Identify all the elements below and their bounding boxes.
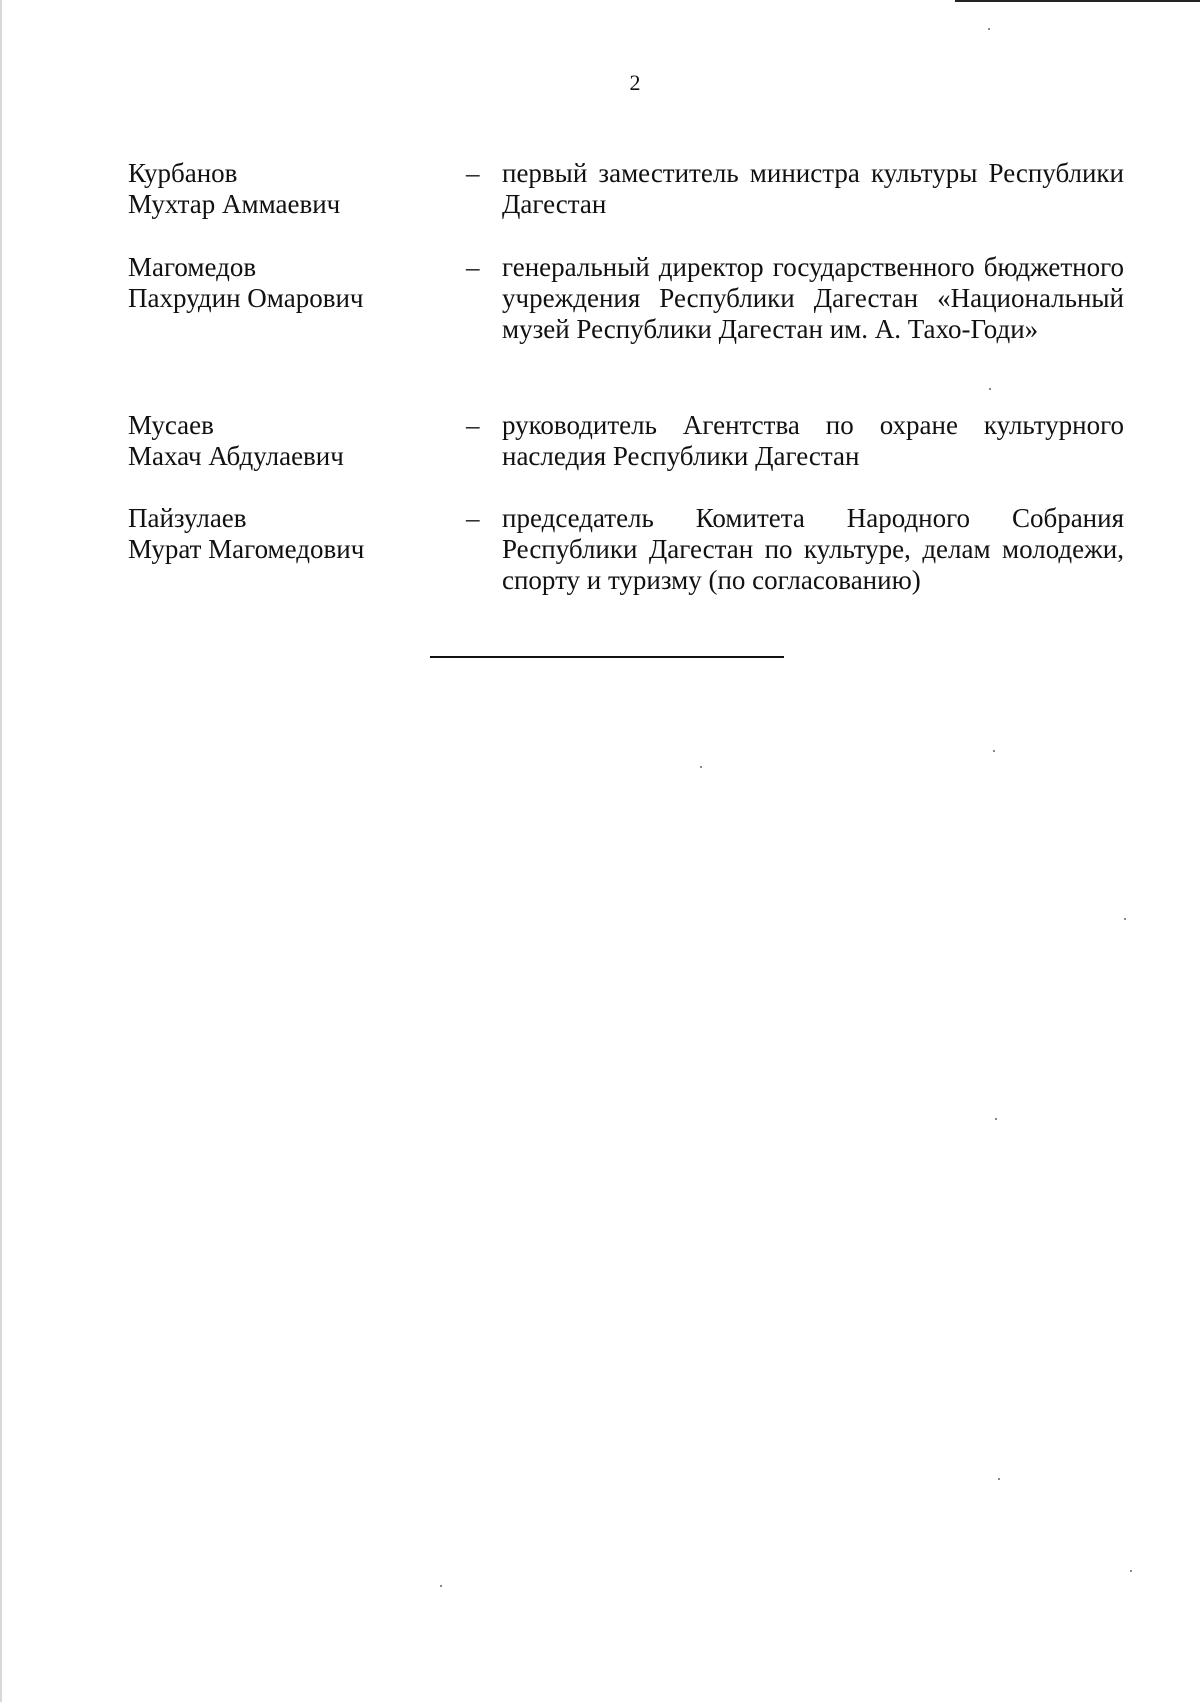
- scan-speck: [1130, 1570, 1132, 1572]
- scan-top-mark: [955, 0, 1200, 2]
- member-name: [128, 410, 448, 472]
- member-surname: Пайзулаев: [128, 503, 247, 533]
- scan-speck: [988, 28, 990, 30]
- scan-speck: [989, 388, 991, 390]
- member-surname: Мусаев: [128, 410, 214, 440]
- member-position: руководитель Агентства по охране культурного наследия Республики Дагестан: [502, 410, 1124, 471]
- member-given-names: Мухтар Аммаевич: [128, 189, 341, 219]
- page-number: 2: [629, 70, 641, 95]
- member-given-names: Махач Абдулаевич: [128, 441, 344, 471]
- member-name: [128, 158, 448, 220]
- member-name: [128, 252, 448, 314]
- member-dash: –: [466, 410, 480, 440]
- member-dash: –: [466, 503, 480, 533]
- member-position: председатель Комитета Народного Собрания Республики Дагестан по культуре, делам молодежи, спорту и туризму (по согласованию): [502, 503, 1124, 595]
- member-position: генеральный директор государственного бюджетного учреждения Республики Дагестан «Национальный музей Республики Дагестан им. А. Тахо-Годи»: [502, 252, 1124, 344]
- member-surname: Магомедов: [128, 252, 257, 282]
- scan-speck: [700, 766, 702, 768]
- member-surname: Курбанов: [128, 158, 238, 188]
- scan-speck: [440, 1585, 442, 1587]
- scan-speck: [995, 1118, 997, 1120]
- end-of-list-rule: [430, 656, 784, 658]
- scan-speck: [993, 750, 995, 752]
- member-given-names: Пахрудин Омарович: [128, 283, 364, 313]
- scan-speck: [998, 1478, 1000, 1480]
- member-dash: –: [466, 158, 480, 188]
- scan-left-edge: [0, 0, 2, 1702]
- member-dash: –: [466, 252, 480, 282]
- member-given-names: Мурат Магомедович: [128, 534, 365, 564]
- scan-speck: [1124, 918, 1126, 920]
- member-position: первый заместитель министра культуры Республики Дагестан: [502, 158, 1124, 219]
- member-name: [128, 503, 448, 565]
